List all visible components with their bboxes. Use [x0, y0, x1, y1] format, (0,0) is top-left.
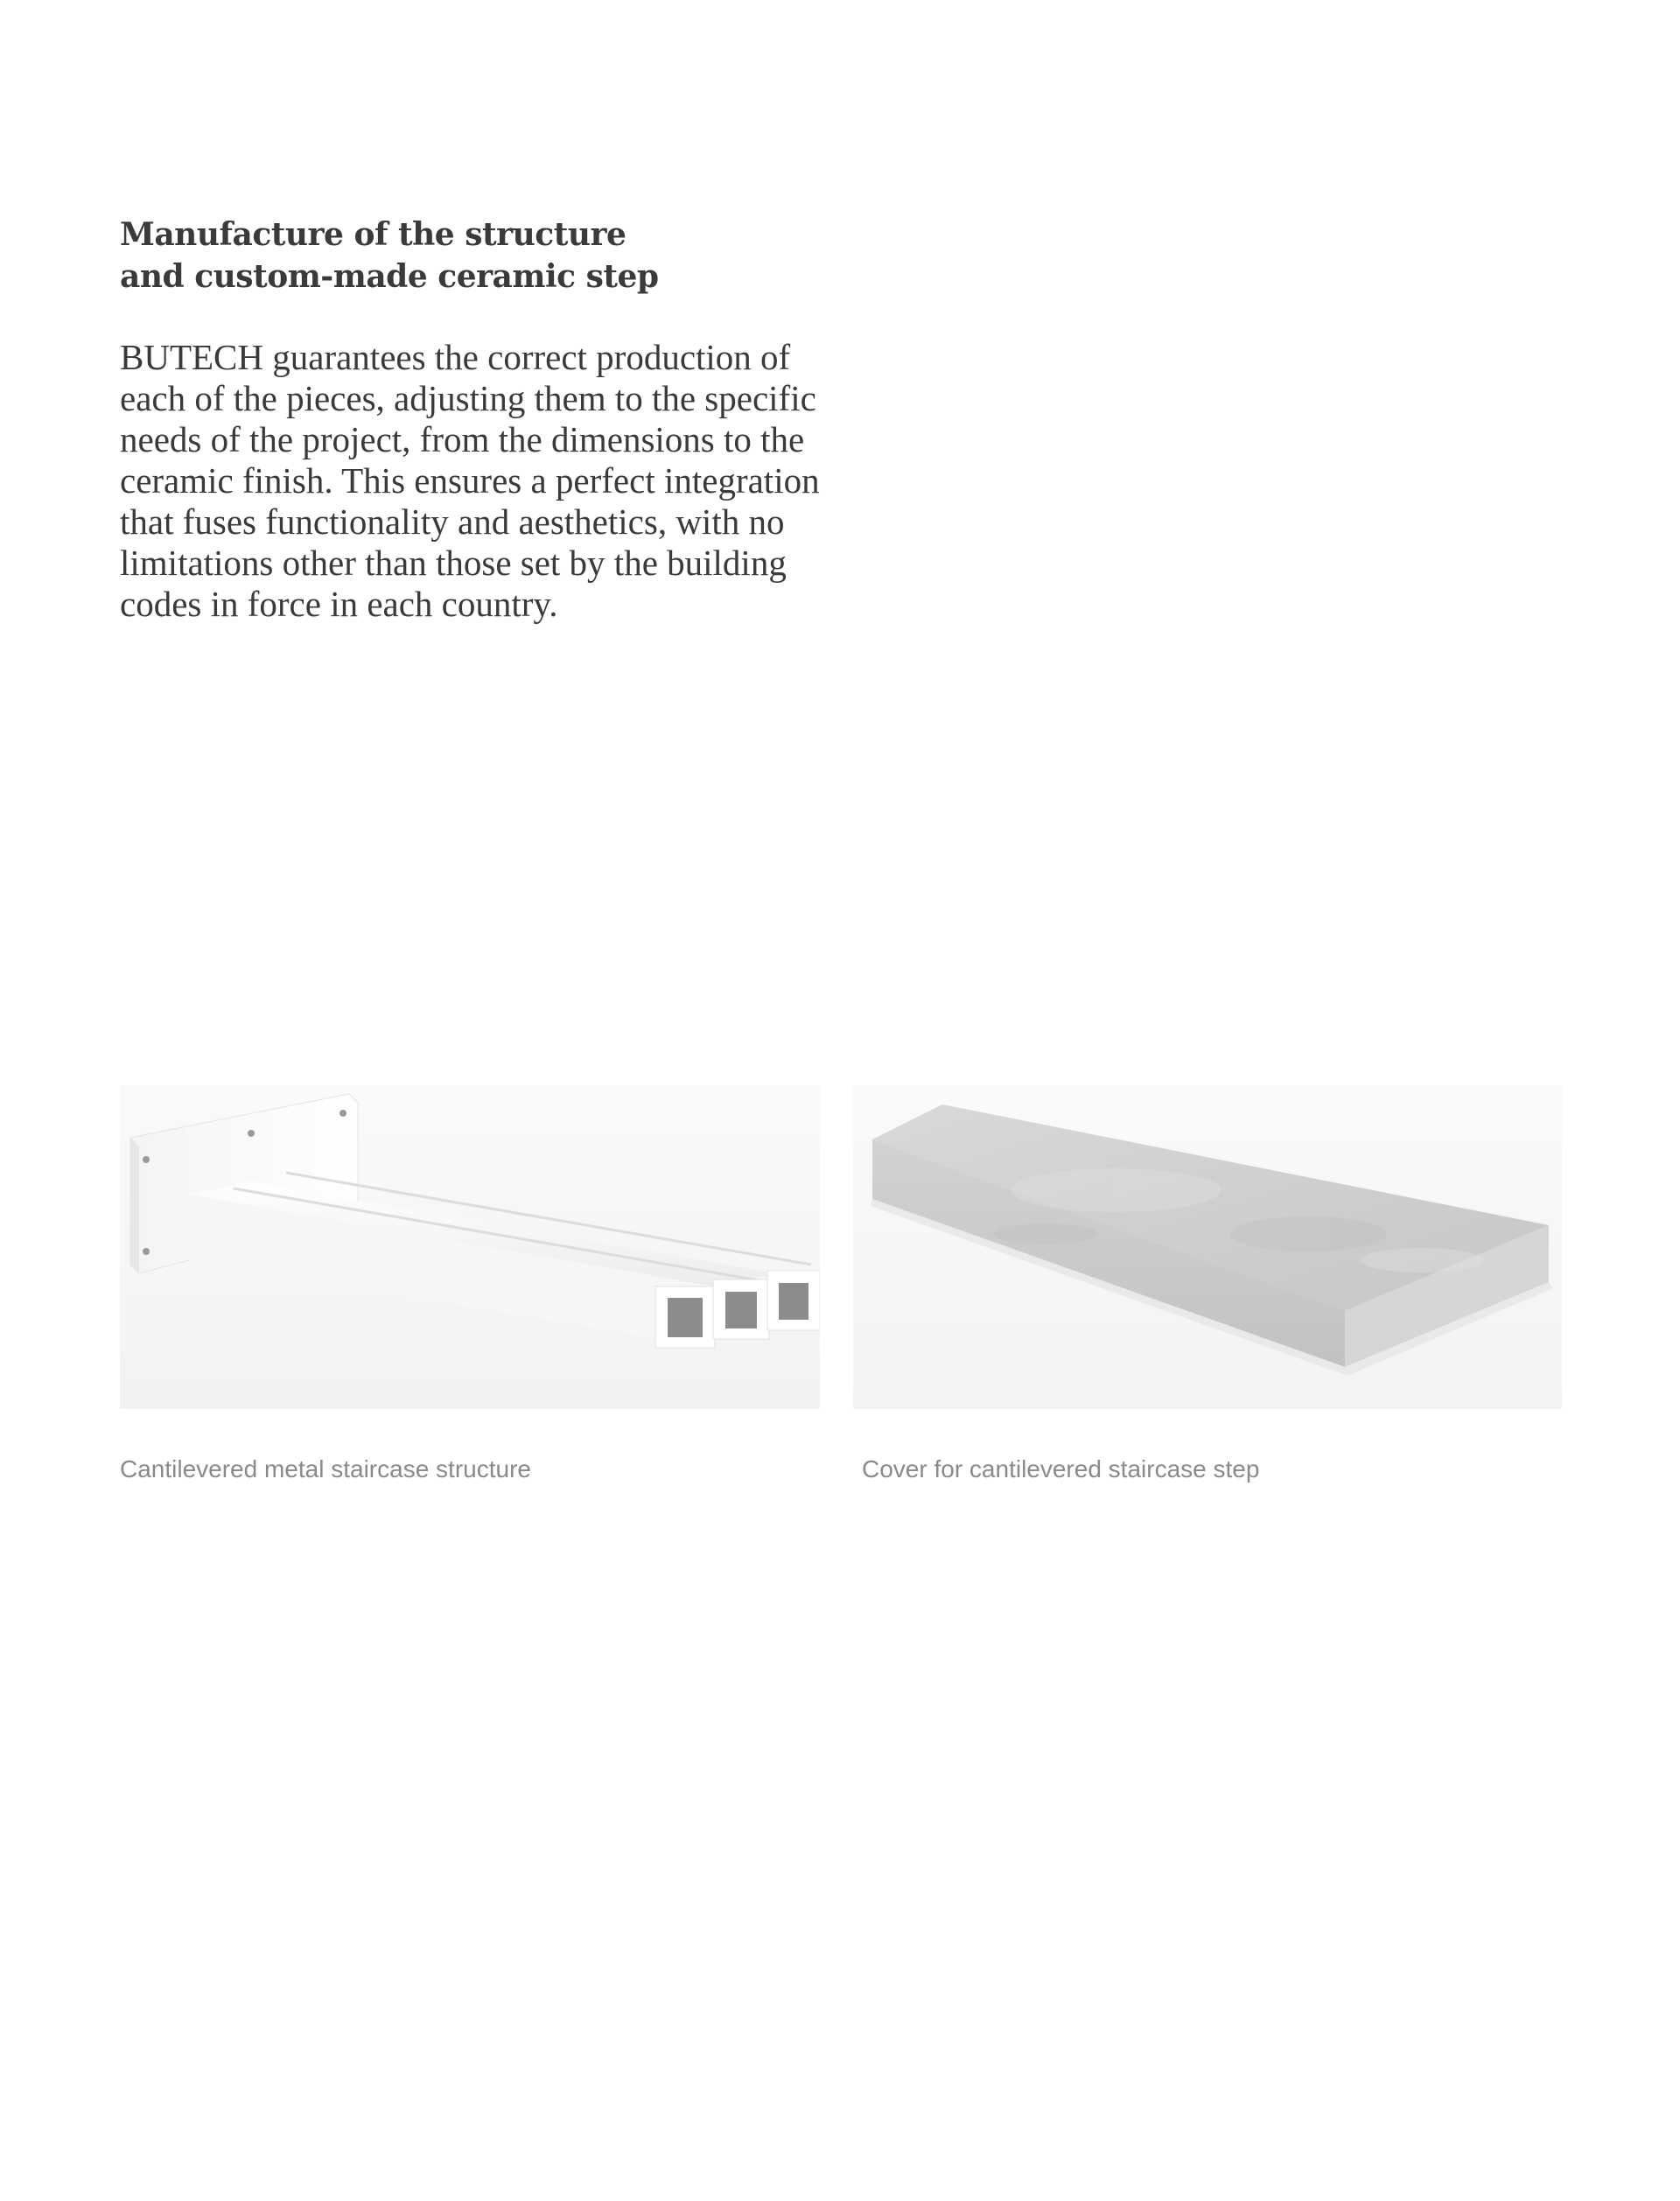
heading-line-1: Manufacture of the structure [120, 216, 626, 253]
heading-line-2: and custom-made ceramic step [120, 258, 659, 295]
section-heading [120, 214, 907, 298]
figure-caption-right: Cover for cantilevered staircase step [862, 1455, 1260, 1483]
metal-structure-illustration [120, 1085, 820, 1409]
body-line: limitations other than those set by the building [120, 543, 787, 583]
body-line: needs of the project, from the dimensions to the [120, 419, 805, 459]
body-line: that fuses functionality and aesthetics, with no [120, 501, 785, 542]
body-line: each of the pieces, adjusting them to the specific [120, 378, 816, 418]
metal-structure-image [120, 1085, 820, 1409]
ceramic-step-illustration [853, 1085, 1562, 1409]
ceramic-step-image [853, 1085, 1562, 1409]
figure-caption-left: Cantilevered metal staircase structure [120, 1455, 531, 1483]
body-line: ceramic finish. This ensures a perfect integration [120, 460, 820, 501]
body-paragraph [120, 337, 907, 625]
body-line: BUTECH guarantees the correct production of [120, 337, 791, 377]
body-line: codes in force in each country. [120, 584, 558, 624]
